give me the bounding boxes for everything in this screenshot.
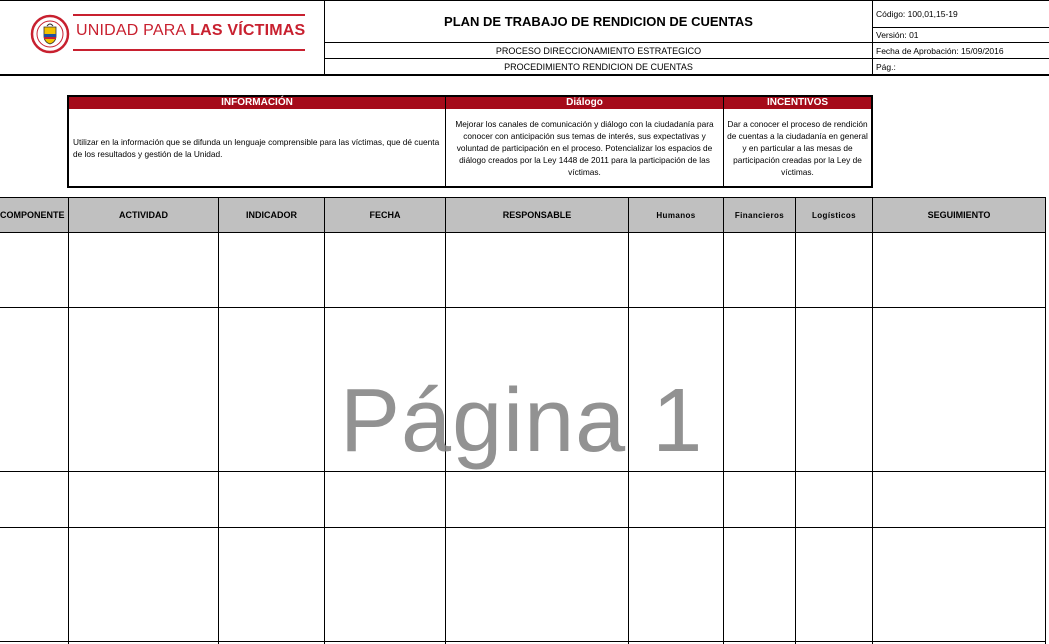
page-watermark: Página 1 xyxy=(340,371,704,471)
column-header-indicador: INDICADOR xyxy=(219,198,325,232)
approval-date: Fecha de Aprobación: 15/09/2016 xyxy=(873,43,1049,59)
logo-cell xyxy=(0,0,325,75)
row-divider xyxy=(0,641,1046,642)
logo-text-unidad: UNIDAD PARA xyxy=(76,22,191,39)
document-title: PLAN DE TRABAJO DE RENDICION DE CUENTAS xyxy=(325,0,873,43)
column-header-responsable: RESPONSABLE xyxy=(446,198,629,232)
column-divider xyxy=(795,233,796,644)
informacion-text-content: Utilizar en la información que se difunda un lenguaje comprensible para las víctimas, que dé cuenta de los resultados y gestión de la Unidad. xyxy=(73,136,440,159)
dialogo-text-content: Mejorar los canales de comunicación y diálogo con la ciudadanía para conocer con anticipación sus temas de interés, sus expectativas y voluntad de participación en el proceso. Potencializar los espacios de diálogo creados por la Ley 1448 de 2011 para la participación de las víctimas. xyxy=(455,118,714,177)
row-divider xyxy=(0,307,1046,308)
column-divider xyxy=(872,233,873,644)
logo-bottom-rule xyxy=(73,49,305,51)
column-header-logisticos: Logísticos xyxy=(796,198,873,232)
page-number: Pág.: xyxy=(876,62,896,72)
dialogo-text xyxy=(446,109,723,186)
column-header-financieros: Financieros xyxy=(724,198,796,232)
column-divider xyxy=(324,233,325,644)
incentivos-text-content: Dar a conocer el proceso de rendición de cuentas a la ciudadanía en general y en particular a las mesas de participación creadas por la Ley de víctimas. xyxy=(727,118,868,177)
logo-top-rule xyxy=(73,14,305,16)
logo-text xyxy=(76,22,305,40)
informacion-box xyxy=(69,97,446,186)
document-code: Código: 100,01,15-19 xyxy=(873,0,1049,28)
strategy-boxes xyxy=(67,95,873,188)
procedure-name: PROCEDIMIENTO RENDICION DE CUENTAS xyxy=(325,59,873,75)
process-name: PROCESO DIRECCIONAMIENTO ESTRATEGICO xyxy=(325,43,873,59)
header-bottom-border xyxy=(0,74,1049,76)
column-header-humanos: Humanos xyxy=(629,198,724,232)
column-header-componente: COMPONENTE xyxy=(0,198,69,232)
incentivos-heading: INCENTIVOS xyxy=(724,97,871,109)
informacion-heading: INFORMACIÓN xyxy=(69,97,445,109)
unidad-victimas-logo xyxy=(30,12,306,52)
column-divider xyxy=(68,233,69,644)
logo-text-victimas: LAS VÍCTIMAS xyxy=(190,22,306,39)
row-divider xyxy=(0,527,1046,528)
column-header-actividad: ACTIVIDAD xyxy=(69,198,219,232)
coat-of-arms-icon xyxy=(30,14,70,54)
dialogo-heading: Diálogo xyxy=(446,97,723,109)
incentivos-text xyxy=(724,109,871,186)
incentivos-box xyxy=(724,97,871,186)
dialogo-box xyxy=(446,97,724,186)
document-version: Versión: 01 xyxy=(873,28,1049,43)
column-header-fecha: FECHA xyxy=(325,198,446,232)
column-divider xyxy=(723,233,724,644)
table-right-border xyxy=(1045,197,1046,644)
table-header xyxy=(0,197,1046,233)
column-header-seguimiento: SEGUIMIENTO xyxy=(873,198,1046,232)
column-divider xyxy=(218,233,219,644)
informacion-text xyxy=(69,109,445,186)
